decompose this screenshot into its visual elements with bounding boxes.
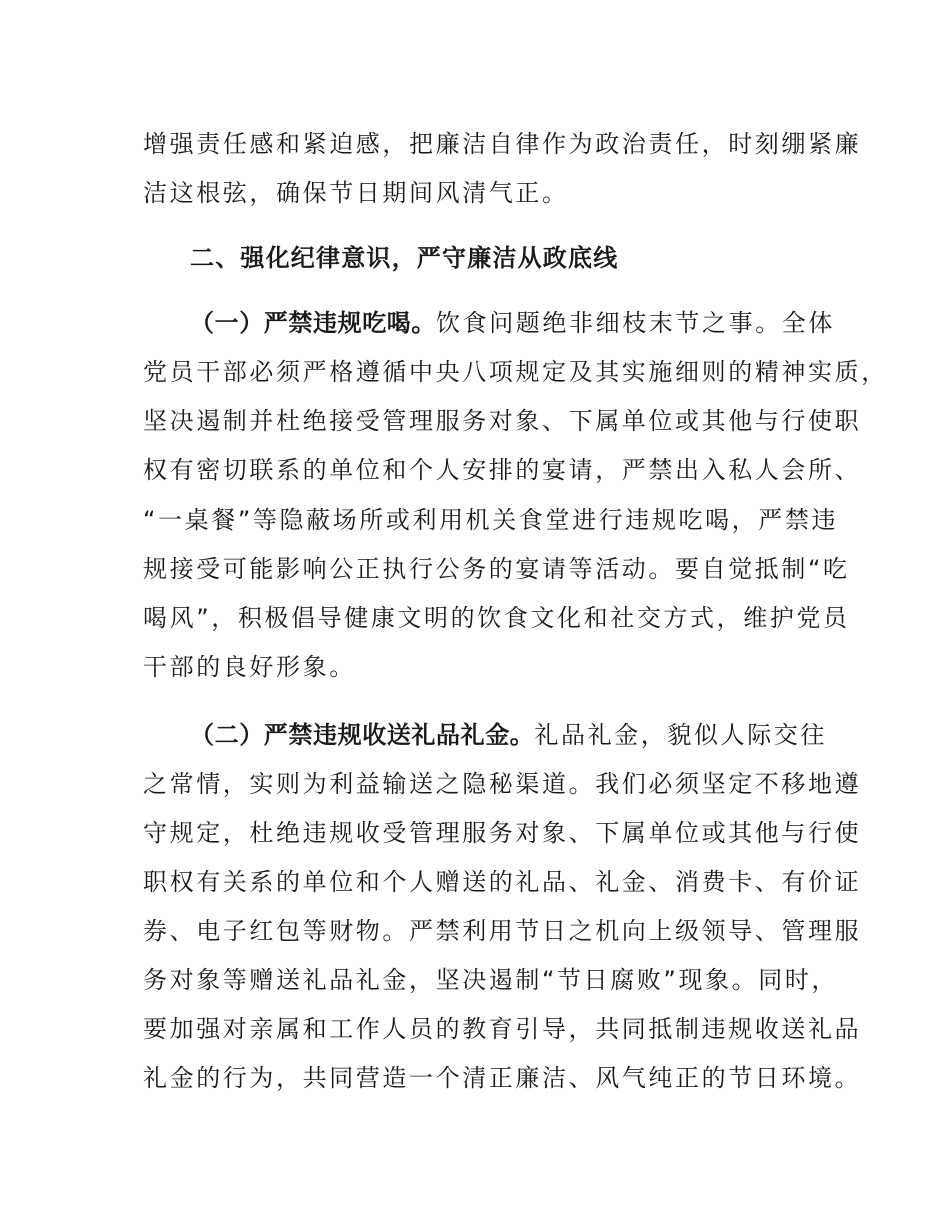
item1-line: 喝风”，积极倡导健康文明的饮食文化和社交方式，维护党员: [143, 604, 850, 632]
item1-line: 党员干部必须严格遵循中央八项规定及其实施细则的精神实质，: [143, 358, 888, 386]
item1-first-line-text: 饮食问题绝非细枝末节之事。全体: [436, 309, 835, 337]
item2-line: 之常情，实则为利益输送之隐秘渠道。我们必须坚定不移地遵: [143, 770, 862, 798]
item2-line: 务对象等赠送礼品礼金，坚决遏制“节日腐败”现象。同时，: [143, 966, 839, 994]
item2-line: 守规定，杜绝违规收受管理服务对象、下属单位或其他与行使: [143, 819, 862, 847]
item2-first-line: [190, 715, 828, 755]
item2-line: 要加强对亲属和工作人员的教育引导，共同抵制违规收送礼品: [143, 1015, 862, 1043]
item2-lead: （二）严禁违规收送礼品礼金。: [190, 721, 535, 749]
item1-line: 坚决遏制并杜绝接受管理服务对象、下属单位或其他与行使职: [143, 407, 862, 435]
item1-line: 权有密切联系的单位和个人安排的宴请，严禁出入私人会所、: [143, 456, 862, 484]
item1-line: “一桌餐”等隐蔽场所或利用机关食堂进行违规吃喝，严禁违: [143, 506, 839, 534]
item1-first-line: [190, 303, 835, 343]
item2-first-line-text: 礼品礼金，貌似人际交往: [534, 721, 828, 749]
item2-line: 职权有关系的单位和个人赠送的礼品、礼金、消费卡、有价证: [143, 868, 862, 896]
item1-line: 干部的良好形象。: [143, 653, 356, 681]
item1-lead: （一）严禁违规吃喝。: [190, 309, 436, 337]
section-heading: 二、强化纪律意识，严守廉洁从政底线: [190, 244, 619, 272]
intro-line: 洁这根弦，确保节日期间风清气正。: [143, 179, 569, 207]
item1-line: 规接受可能影响公正执行公务的宴请等活动。要自觉抵制“吃: [143, 555, 850, 583]
intro-line: 增强责任感和紧迫感，把廉洁自律作为政治责任，时刻绷紧廉: [143, 130, 862, 158]
item2-line: 券、电子红包等财物。严禁利用节日之机向上级领导、管理服: [143, 917, 862, 945]
item2-line: 礼金的行为，共同营造一个清正廉洁、风气纯正的节日环境。: [143, 1064, 862, 1092]
